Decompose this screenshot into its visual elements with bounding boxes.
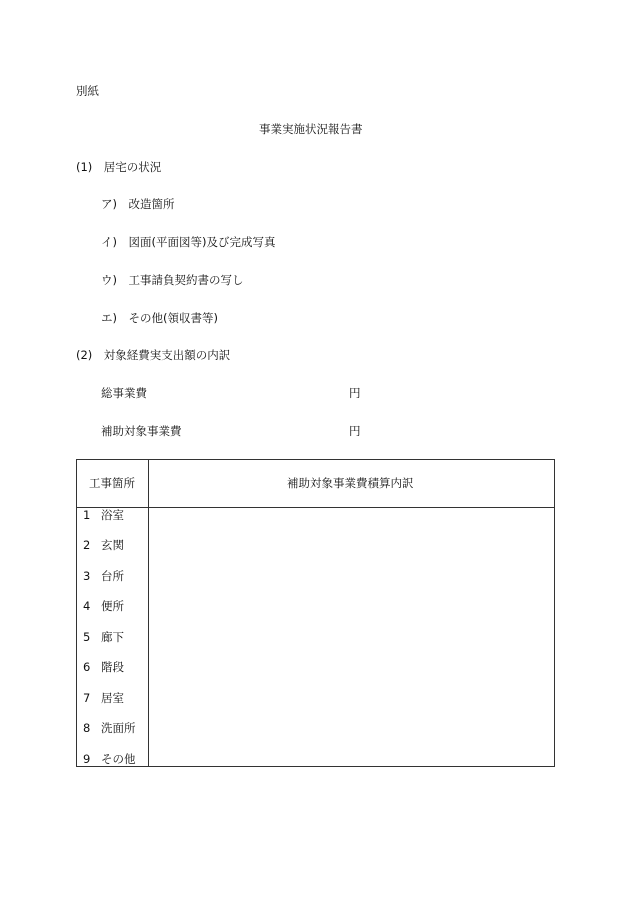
- section1-heading: (1) 居宅の状況: [76, 160, 162, 174]
- table-row: [83, 693, 124, 705]
- section2-heading: (2) 対象経費実支出額の内訳: [76, 348, 231, 362]
- table-row: [83, 632, 124, 644]
- row-number: 5: [83, 630, 91, 644]
- table-row: [83, 723, 136, 735]
- breakdown-table: [76, 459, 555, 767]
- row-place: 廊下: [101, 630, 124, 644]
- total-cost-label: 総事業費: [101, 386, 147, 400]
- row-number: 9: [83, 752, 91, 766]
- table-row: [83, 510, 124, 522]
- table-row: [83, 601, 124, 613]
- total-cost-unit: 円: [349, 386, 361, 400]
- annex-label: 別紙: [76, 84, 99, 98]
- section1-item: ウ) 工事請負契約書の写し: [101, 273, 244, 287]
- section1-item: エ) その他(領収書等): [101, 311, 218, 325]
- table-row: [83, 540, 124, 552]
- subsidy-cost-label: 補助対象事業費: [101, 424, 182, 438]
- row-place: 洗面所: [101, 721, 136, 735]
- row-number: 7: [83, 691, 91, 705]
- row-number: 6: [83, 660, 91, 674]
- row-place: 浴室: [101, 508, 124, 522]
- row-place: その他: [101, 752, 136, 766]
- section1-item: ア) 改造箇所: [101, 197, 175, 211]
- row-number: 1: [83, 508, 91, 522]
- row-place: 玄関: [101, 538, 124, 552]
- row-place: 階段: [101, 660, 124, 674]
- row-place: 居室: [101, 691, 124, 705]
- row-number: 2: [83, 538, 91, 552]
- subsidy-cost-unit: 円: [349, 424, 361, 438]
- col-header-location: 工事箇所: [89, 476, 135, 490]
- table-row: [83, 754, 136, 766]
- document-title: 事業実施状況報告書: [259, 122, 363, 136]
- col-header-breakdown: 補助対象事業費積算内訳: [287, 476, 414, 490]
- row-number: 3: [83, 569, 91, 583]
- table-row: [83, 571, 124, 583]
- row-number: 4: [83, 599, 91, 613]
- row-place: 台所: [101, 569, 124, 583]
- table-row: [83, 662, 124, 674]
- section1-item: イ) 図面(平面図等)及び完成写真: [101, 235, 276, 249]
- row-number: 8: [83, 721, 91, 735]
- column-divider: [148, 460, 149, 766]
- row-place: 便所: [101, 599, 124, 613]
